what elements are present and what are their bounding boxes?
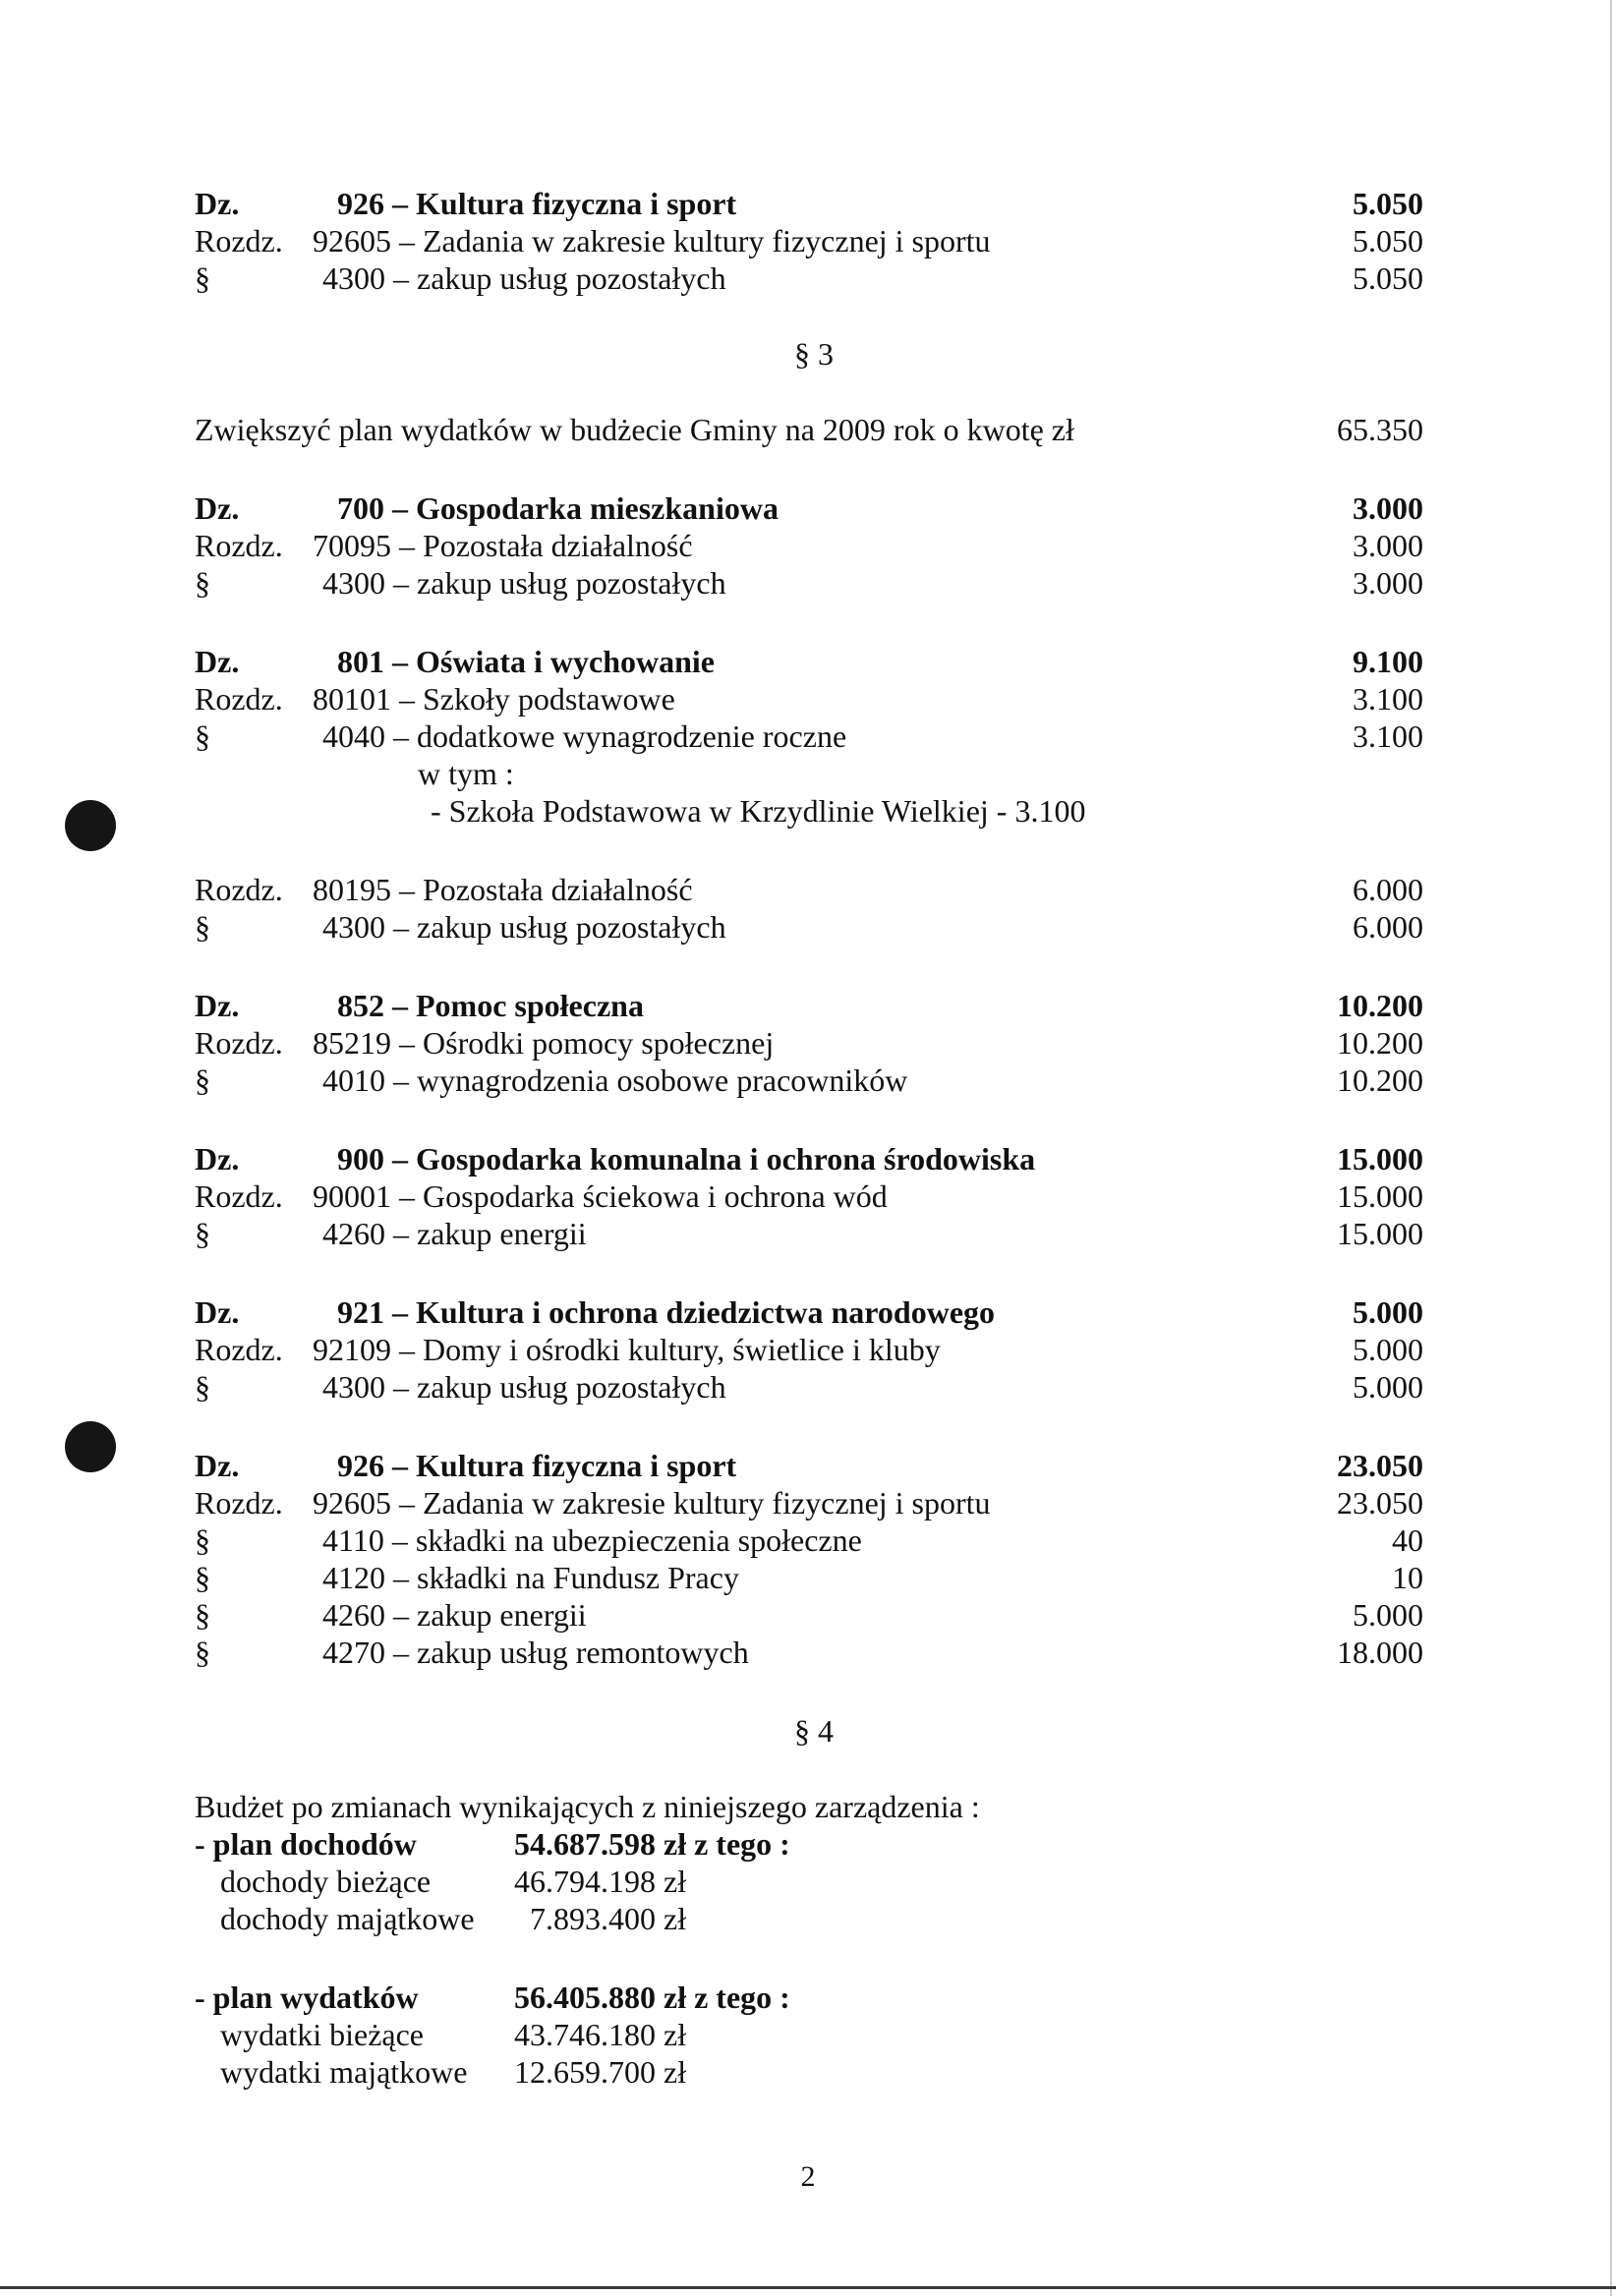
dzial-row <box>195 185 1433 222</box>
paragraf-row <box>195 1368 1433 1406</box>
spacer <box>195 448 1433 489</box>
spacer <box>195 1750 1433 1788</box>
row-description: 4270 – zakup usług remontowych <box>322 1635 749 1670</box>
rozdzial-row <box>195 1484 1433 1521</box>
expense-plan-item-value: 12.659.700 zł <box>514 2054 687 2090</box>
row-amount: 5.050 <box>1353 186 1423 221</box>
row-type: Dz. <box>195 1294 240 1330</box>
section-heading-text: § 4 <box>794 1713 834 1749</box>
rozdzial-row <box>195 222 1433 259</box>
rozdzial-row <box>195 1331 1433 1368</box>
row-amount: 5.050 <box>1353 223 1423 258</box>
income-plan-item-label: dochody bieżące <box>220 1864 432 1899</box>
row-type: Rozdz. <box>195 1025 283 1061</box>
row-description: 926 – Kultura fizyczna i sport <box>337 1448 737 1483</box>
row-amount: 23.050 <box>1337 1448 1423 1483</box>
row-description: 4260 – zakup energii <box>322 1597 587 1633</box>
section-heading-3 <box>195 335 1433 373</box>
punch-hole-mark <box>65 800 116 851</box>
paragraf-row <box>195 1062 1433 1099</box>
intro-amount: 65.350 <box>1337 412 1423 447</box>
row-type: § <box>195 565 210 601</box>
paragraf-row <box>195 1596 1433 1634</box>
row-description: 90001 – Gospodarka ściekowa i ochrona wód <box>313 1178 888 1214</box>
expense-plan-item-value: 43.746.180 zł <box>514 2017 687 2052</box>
row-description: 92605 – Zadania w zakresie kultury fizycznej i sportu <box>313 1485 991 1521</box>
paragraf-row <box>195 908 1433 946</box>
paragraf-row <box>195 564 1433 602</box>
paragraf-row <box>195 259 1433 297</box>
scan-bottom-edge <box>0 2286 1616 2289</box>
rozdzial-row <box>195 1177 1433 1215</box>
row-type: Rozdz. <box>195 1332 283 1367</box>
row-type: Dz. <box>195 644 240 679</box>
row-description: 4300 – zakup usług pozostałych <box>322 909 726 945</box>
spacer <box>195 297 1433 335</box>
row-amount: 3.100 <box>1353 681 1423 717</box>
row-description: 4300 – zakup usług pozostałych <box>322 260 726 296</box>
dzial-row <box>195 489 1433 527</box>
income-plan-item <box>195 1900 1433 1937</box>
paragraf-row <box>195 1215 1433 1252</box>
expense-plan-item <box>195 2053 1433 2091</box>
dzial-row <box>195 1447 1433 1484</box>
row-type: Dz. <box>195 1448 240 1483</box>
row-type: Dz. <box>195 1141 240 1177</box>
row-description: 80195 – Pozostała działalność <box>313 872 693 907</box>
row-type: Rozdz. <box>195 1178 283 1214</box>
spacer <box>195 373 1433 411</box>
note-detail-text: - Szkoła Podstawowa w Krzydlinie Wielkiej - 3.100 <box>431 793 1086 829</box>
row-description: 4260 – zakup energii <box>322 1216 587 1251</box>
paragraf-row <box>195 1634 1433 1671</box>
spacer <box>195 1671 1433 1712</box>
row-amount: 18.000 <box>1337 1635 1423 1670</box>
row-amount: 3.000 <box>1353 528 1423 563</box>
rozdzial-row <box>195 527 1433 564</box>
row-type: § <box>195 1597 210 1633</box>
dzial-row <box>195 987 1433 1024</box>
row-amount: 5.000 <box>1353 1597 1423 1633</box>
row-description: 926 – Kultura fizyczna i sport <box>337 186 737 221</box>
expense-plan-item-label: wydatki majątkowe <box>220 2054 468 2090</box>
row-description: 4110 – składki na ubezpieczenia społeczne <box>322 1522 862 1558</box>
row-amount: 10.200 <box>1337 1062 1423 1098</box>
row-amount: 6.000 <box>1353 909 1423 945</box>
section-heading-text: § 3 <box>794 336 834 372</box>
note-text: w tym : <box>418 756 514 791</box>
row-amount: 15.000 <box>1337 1216 1423 1251</box>
row-description: 900 – Gospodarka komunalna i ochrona środowiska <box>337 1141 1036 1177</box>
row-description: 92109 – Domy i ośrodki kultury, świetlice i kluby <box>313 1332 941 1367</box>
row-description: 70095 – Pozostała działalność <box>313 528 693 563</box>
row-type: § <box>195 718 210 754</box>
row-amount: 10.200 <box>1337 1025 1423 1061</box>
row-amount: 9.100 <box>1353 644 1423 679</box>
spacer <box>195 602 1433 643</box>
rozdzial-row <box>195 680 1433 718</box>
paragraf-row <box>195 1521 1433 1559</box>
row-description: 4300 – zakup usług pozostałych <box>322 1369 726 1405</box>
dzial-row <box>195 1293 1433 1331</box>
section-intro-row <box>195 411 1433 448</box>
row-type: § <box>195 1216 210 1251</box>
row-type: § <box>195 1369 210 1405</box>
row-type: § <box>195 1062 210 1098</box>
row-type: Dz. <box>195 186 240 221</box>
row-type: § <box>195 909 210 945</box>
intro-text: Zwiększyć plan wydatków w budżecie Gminy na 2009 rok o kwotę zł <box>195 412 1074 447</box>
row-amount: 3.000 <box>1353 565 1423 601</box>
row-type: Rozdz. <box>195 1485 283 1521</box>
row-description: 4010 – wynagrodzenia osobowe pracowników <box>322 1062 908 1098</box>
row-description: 852 – Pomoc społeczna <box>337 988 644 1023</box>
row-amount: 5.000 <box>1353 1294 1423 1330</box>
row-description: 4040 – dodatkowe wynagrodzenie roczne <box>322 718 847 754</box>
row-amount: 5.000 <box>1353 1369 1423 1405</box>
expense-plan-item <box>195 2016 1433 2053</box>
row-type: Dz. <box>195 988 240 1023</box>
row-type: Rozdz. <box>195 872 283 907</box>
row-type: § <box>195 1560 210 1595</box>
page-number: 2 <box>800 2160 816 2193</box>
paragraf-row <box>195 1559 1433 1596</box>
dzial-row <box>195 1140 1433 1177</box>
row-type: § <box>195 1635 210 1670</box>
row-amount: 15.000 <box>1337 1178 1423 1214</box>
row-description: 92605 – Zadania w zakresie kultury fizycznej i sportu <box>313 223 991 258</box>
row-amount: 40 <box>1392 1522 1423 1558</box>
scan-edge <box>1610 0 1612 2296</box>
spacer <box>195 1937 1433 1979</box>
summary-intro-text: Budżet po zmianach wynikających z niniejszego zarządzenia : <box>195 1789 980 1824</box>
document-body <box>195 185 1433 2091</box>
rozdzial-row <box>195 1024 1433 1062</box>
row-amount: 6.000 <box>1353 872 1423 907</box>
income-plan-label: - plan dochodów <box>195 1826 417 1862</box>
row-type: § <box>195 260 210 296</box>
spacer <box>195 1252 1433 1293</box>
row-type: Dz. <box>195 490 240 526</box>
row-type: § <box>195 1522 210 1558</box>
income-plan-item <box>195 1863 1433 1900</box>
expense-plan-label: - plan wydatków <box>195 1980 419 2015</box>
row-amount: 3.000 <box>1353 490 1423 526</box>
income-plan-header <box>195 1825 1433 1863</box>
row-amount: 10 <box>1392 1560 1423 1595</box>
row-amount: 23.050 <box>1337 1485 1423 1521</box>
row-description: 80101 – Szkoły podstawowe <box>313 681 675 717</box>
row-description: 700 – Gospodarka mieszkaniowa <box>337 490 779 526</box>
row-description: 921 – Kultura i ochrona dziedzictwa narodowego <box>337 1294 996 1330</box>
spacer <box>195 1406 1433 1447</box>
row-type: Rozdz. <box>195 223 283 258</box>
row-amount: 15.000 <box>1337 1141 1423 1177</box>
expense-plan-header <box>195 1979 1433 2016</box>
row-type: Rozdz. <box>195 681 283 717</box>
spacer <box>195 946 1433 987</box>
note-row <box>195 755 1433 792</box>
row-amount: 3.100 <box>1353 718 1423 754</box>
spacer <box>195 1099 1433 1140</box>
income-plan-total: 54.687.598 zł z tego : <box>514 1826 790 1862</box>
punch-hole-mark <box>65 1421 116 1472</box>
paragraf-row <box>195 718 1433 755</box>
note-detail-row <box>195 792 1433 830</box>
expense-plan-item-label: wydatki bieżące <box>220 2017 424 2052</box>
row-description: 4300 – zakup usług pozostałych <box>322 565 726 601</box>
spacer <box>195 830 1433 871</box>
row-description: 85219 – Ośrodki pomocy społecznej <box>313 1025 775 1061</box>
summary-intro-row <box>195 1788 1433 1825</box>
income-plan-item-value: 46.794.198 zł <box>514 1864 687 1899</box>
row-description: 801 – Oświata i wychowanie <box>337 644 715 679</box>
row-amount: 5.050 <box>1353 260 1423 296</box>
row-type: Rozdz. <box>195 528 283 563</box>
dzial-row <box>195 643 1433 680</box>
row-description: 4120 – składki na Fundusz Pracy <box>322 1560 739 1595</box>
row-amount: 10.200 <box>1337 988 1423 1023</box>
income-plan-item-value: 7.893.400 zł <box>514 1901 687 1936</box>
income-plan-item-label: dochody majątkowe <box>220 1901 475 1936</box>
section-heading-4 <box>195 1712 1433 1750</box>
rozdzial-row <box>195 871 1433 908</box>
row-amount: 5.000 <box>1353 1332 1423 1367</box>
expense-plan-total: 56.405.880 zł z tego : <box>514 1980 790 2015</box>
